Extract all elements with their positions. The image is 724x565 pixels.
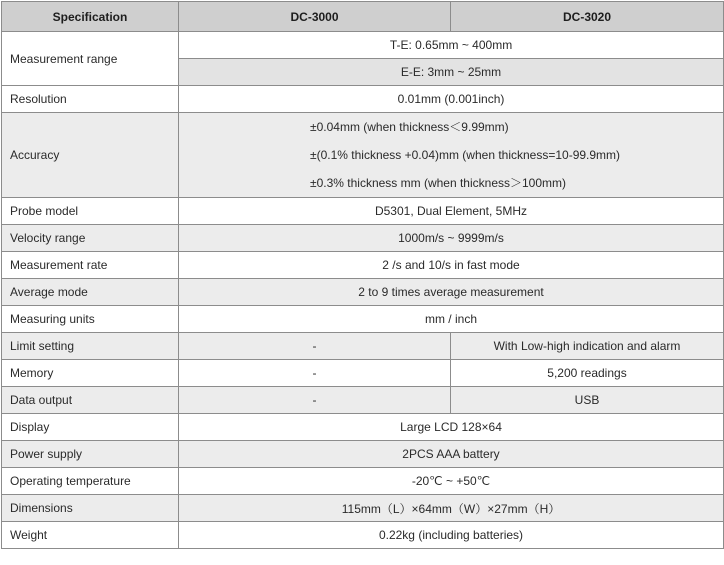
operating-temperature-label: Operating temperature [2,468,179,495]
weight-label: Weight [2,522,179,549]
row-dimensions [2,495,724,522]
measurement-range-te: T-E: 0.65mm ~ 400mm [179,32,724,59]
row-memory [2,360,724,387]
measurement-rate-label: Measurement rate [2,252,179,279]
velocity-range-value: 1000m/s ~ 9999m/s [179,225,724,252]
row-display [2,414,724,441]
resolution-label: Resolution [2,86,179,113]
row-power-supply [2,441,724,468]
row-weight [2,522,724,549]
data-output-dc3000: - [179,387,451,414]
specification-table [1,1,724,549]
average-mode-value: 2 to 9 times average measurement [179,279,724,306]
measurement-range-label: Measurement range [2,32,179,86]
row-resolution [2,86,724,113]
accuracy-label: Accuracy [2,113,179,198]
row-measurement-range [2,32,724,59]
display-value: Large LCD 128×64 [179,414,724,441]
row-probe-model [2,198,724,225]
memory-dc3000: - [179,360,451,387]
power-supply-value: 2PCS AAA battery [179,441,724,468]
dimensions-label: Dimensions [2,495,179,522]
limit-setting-dc3020: With Low-high indication and alarm [451,333,724,360]
row-average-mode [2,279,724,306]
row-measuring-units [2,306,724,333]
weight-value: 0.22kg (including batteries) [179,522,724,549]
row-measurement-rate [2,252,724,279]
dimensions-value: 115mm（L）×64mm（W）×27mm（H） [179,495,724,522]
accuracy-line-3: ±0.3% thickness mm (when thickness＞100mm) [310,176,567,190]
header-row [2,2,724,32]
limit-setting-dc3000: - [179,333,451,360]
row-data-output [2,387,724,414]
accuracy-line-2: ±(0.1% thickness +0.04)mm (when thickness=10-99.9mm) [310,148,621,162]
header-model-dc3000: DC-3000 [179,2,451,32]
measuring-units-value: mm / inch [179,306,724,333]
memory-dc3020: 5,200 readings [451,360,724,387]
row-limit-setting [2,333,724,360]
probe-model-label: Probe model [2,198,179,225]
average-mode-label: Average mode [2,279,179,306]
velocity-range-label: Velocity range [2,225,179,252]
data-output-label: Data output [2,387,179,414]
accuracy-value [179,113,724,198]
accuracy-line-1: ±0.04mm (when thickness＜9.99mm) [310,120,509,134]
data-output-dc3020: USB [451,387,724,414]
row-operating-temperature [2,468,724,495]
memory-label: Memory [2,360,179,387]
measurement-rate-value: 2 /s and 10/s in fast mode [179,252,724,279]
header-model-dc3020: DC-3020 [451,2,724,32]
row-velocity-range [2,225,724,252]
header-specification: Specification [2,2,179,32]
power-supply-label: Power supply [2,441,179,468]
probe-model-value: D5301, Dual Element, 5MHz [179,198,724,225]
row-accuracy [2,113,724,198]
display-label: Display [2,414,179,441]
measuring-units-label: Measuring units [2,306,179,333]
resolution-value: 0.01mm (0.001inch) [179,86,724,113]
operating-temperature-value: -20℃ ~ +50℃ [179,468,724,495]
measurement-range-ee: E-E: 3mm ~ 25mm [179,59,724,86]
limit-setting-label: Limit setting [2,333,179,360]
